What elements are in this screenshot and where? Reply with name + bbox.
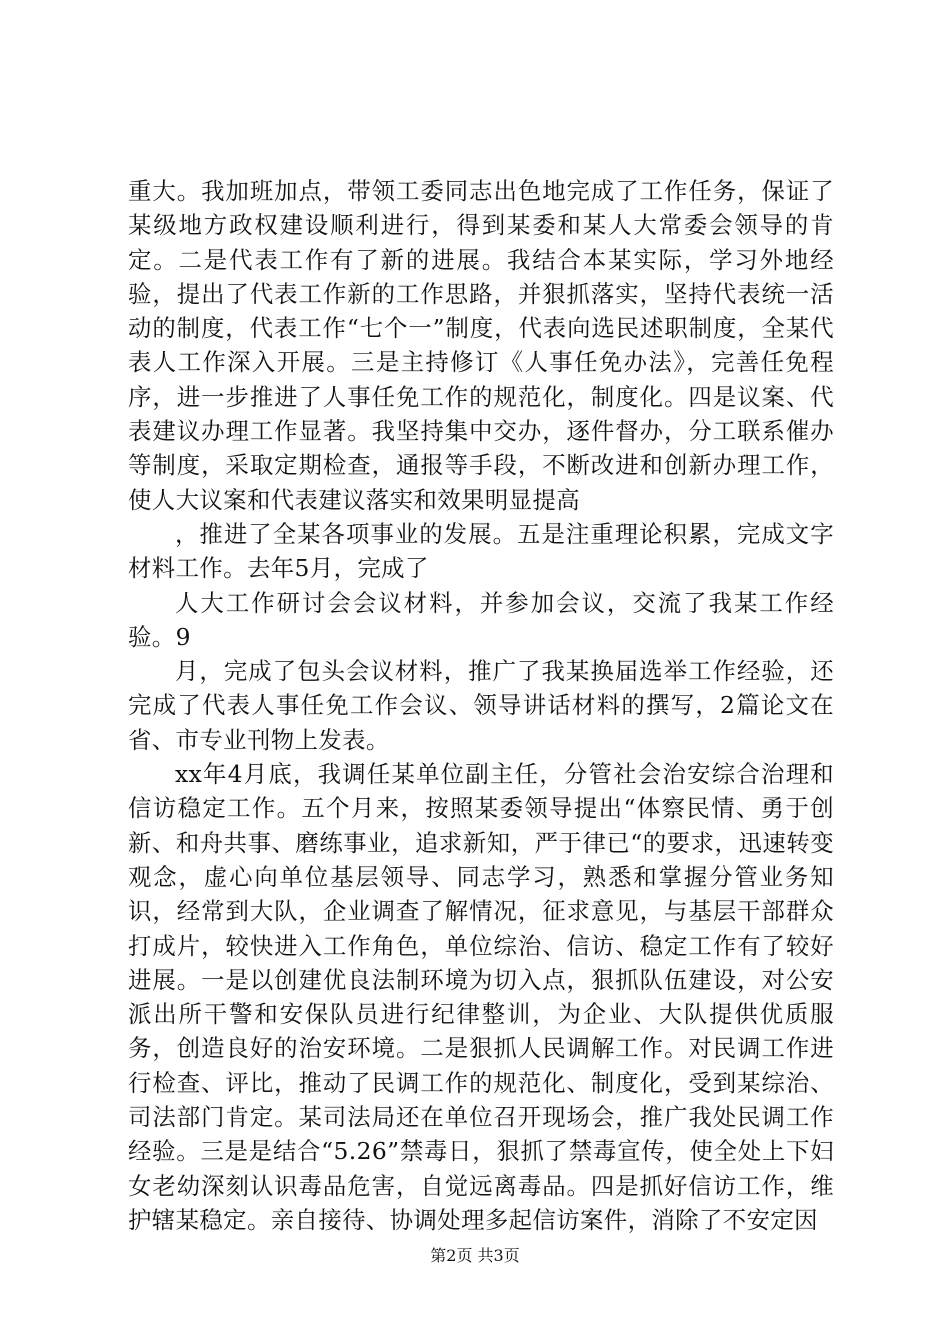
document-body — [128, 174, 834, 1237]
paragraph-1: 重大。我加班加点，带领工委同志出色地完成了工作任务，保证了某级地方政权建设顺利进行，得到某委和某人大常委会领导的肯定。二是代表工作有了新的进展。我结合本某实际，学习外地经验，提出了代表工作新的工作思路，并狠抓落实，坚持代表统一活动的制度，代表工作“七个一”制度，代表向选民述职制度，全某代表人工作深入开展。三是主持修订《人事任免办法》，完善任免程序，进一步推进了人事任免工作的规范化，制度化。四是议案、代表建议办理工作显著。我坚持集中交办，逐件督办，分工联系催办等制度，采取定期检查，通报等手段，不断改进和创新办理工作，使人大议案和代表建议落实和效果明显提高 — [128, 177, 834, 514]
paragraph-4: 月，完成了包头会议材料，推广了我某换届选举工作经验，还完成了代表人事任免工作会议、领导讲话材料的撰写，2篇论文在省、市专业刊物上发表。 — [128, 657, 834, 754]
paragraph-5: xx年4月底，我调任某单位副主任，分管社会治安综合治理和信访稳定工作。五个月来，按照某委领导提出“体察民情、勇于创新、和舟共事、磨练事业，追求新知，严于律已“的要求，迅速转变观念，虚心向单位基层领导、同志学习，熟悉和掌握分管业务知识，经常到大队，企业调查了解情况，征求意见，与基层干部群众打成片，较快进入工作角色，单位综治、信访、稳定工作有了较好进展。一是以创建优良法制环境为切入点，狠抓队伍建设，对公安派出所干警和安保队员进行纪律整训，为企业、大队提供优质服务，创造良好的治安环境。二是狠抓人民调解工作。对民调工作进行检查、评比，推动了民调工作的规范化、制度化，受到某综治、司法部门肯定。某司法局还在单位召开现场会，推广我处民调工作经验。三是是结合“5.26”禁毒日，狠抓了禁毒宣传，使全处上下妇女老幼深刻认识毒品危害，自觉远离毒品。四是抓好信访工作，维护辖某稳定。亲自接待、协调处理多起信访案件，消除了不安定因 — [128, 760, 834, 1234]
page-footer: 第2页 共3页 — [430, 1246, 520, 1265]
paragraph-3: 人大工作研讨会会议材料，并参加会议，交流了我某工作经验。9 — [128, 588, 834, 651]
paragraph-2: ，推进了全某各项事业的发展。五是注重理论积累，完成文字材料工作。去年5月，完成了 — [128, 519, 834, 583]
